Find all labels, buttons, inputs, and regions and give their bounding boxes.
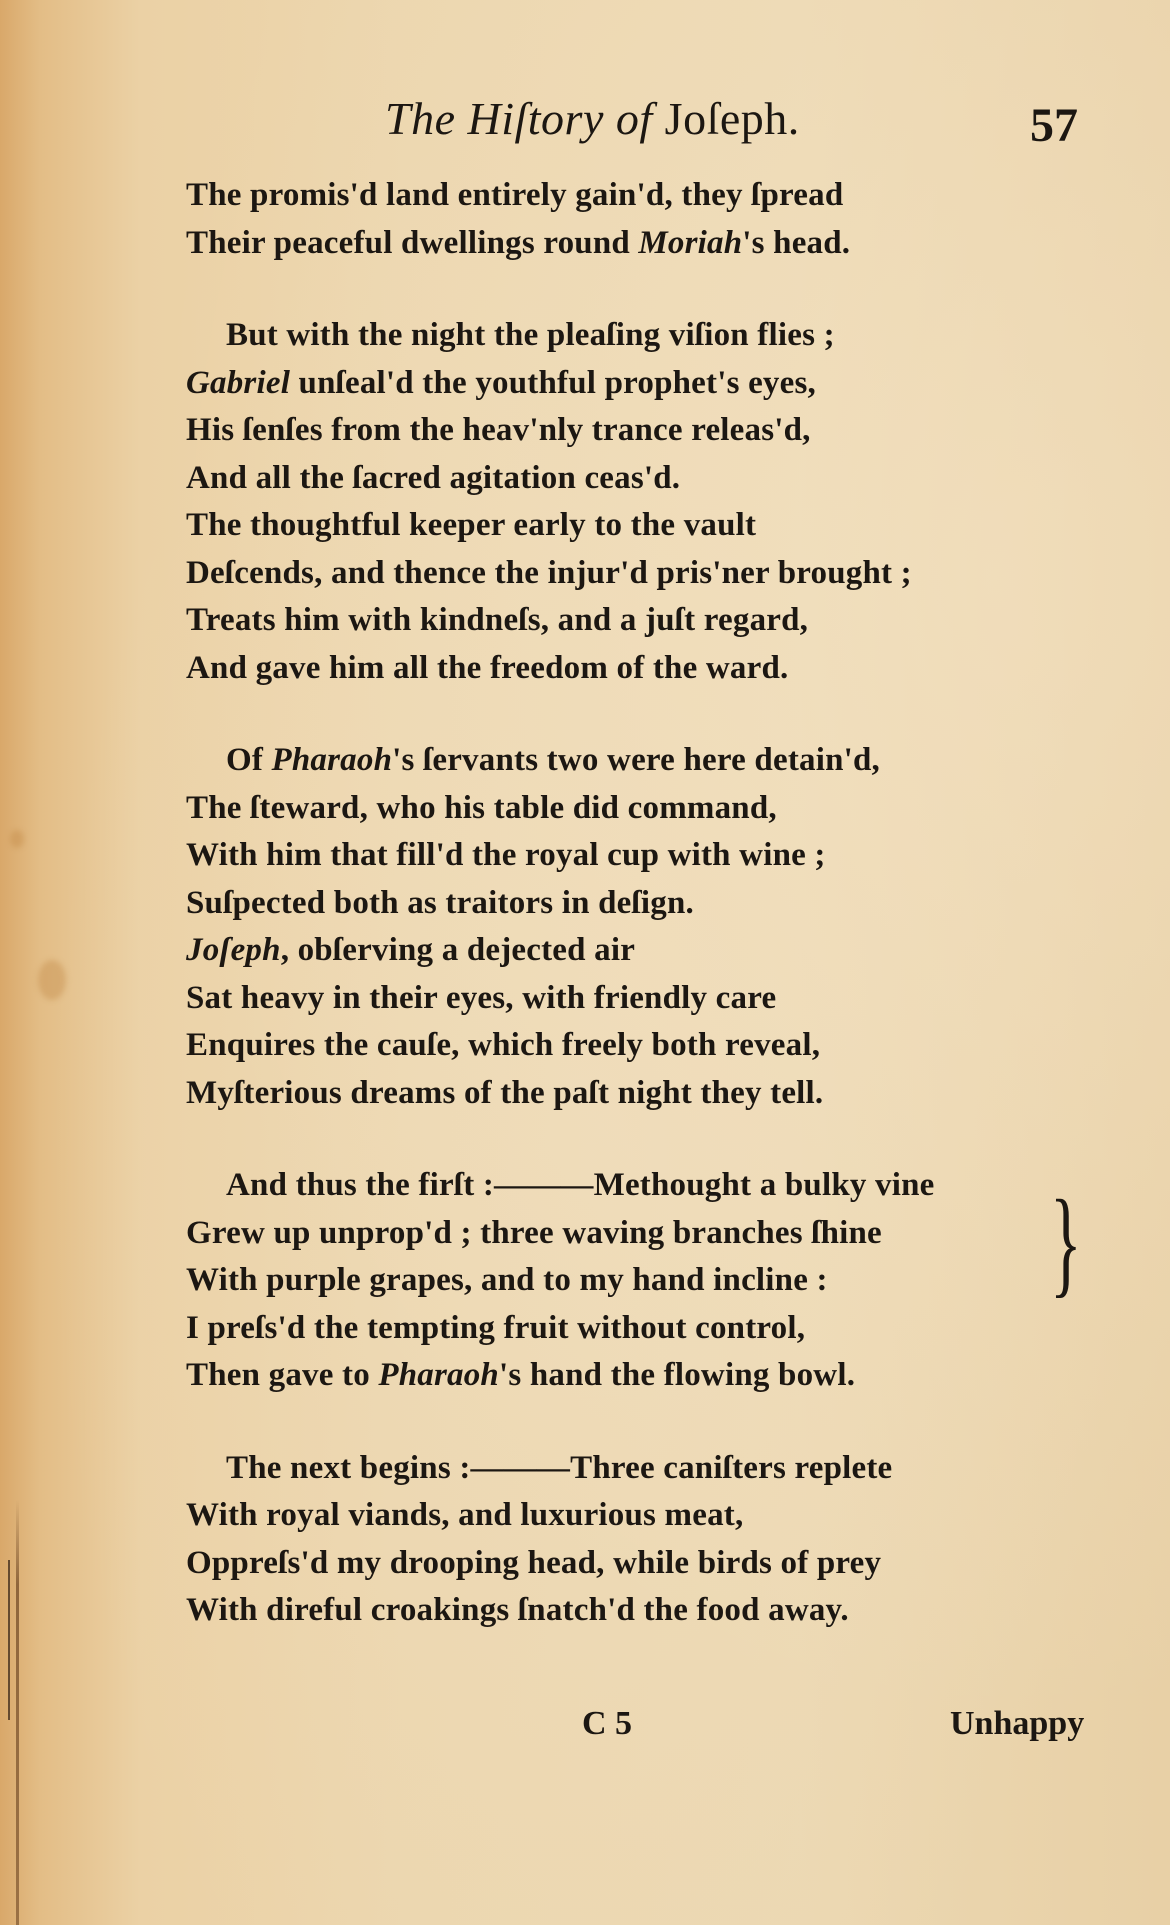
page-fold-shadow (16, 1500, 19, 1925)
verse-text: 's ſervants two were here detain'd, (392, 742, 881, 778)
verse-text: , obſerving a dejected air (280, 932, 636, 968)
verse-text: Suſpected both as traitors in deſign. (186, 884, 694, 921)
verse-line (186, 1257, 1086, 1305)
verse-text: 's head. (742, 224, 851, 261)
verse-line (186, 975, 1086, 1023)
verse-text: I preſs'd the tempting fruit without control, (186, 1309, 806, 1346)
triplet-brace: } (1050, 1175, 1082, 1308)
verse-line (186, 220, 1086, 268)
running-head-italic: The Hiſtory of (385, 93, 653, 144)
verse-line (186, 172, 1086, 220)
verse-line (186, 1210, 1086, 1258)
foxing-stain (10, 830, 24, 848)
verse-line (186, 1540, 1086, 1588)
verse-text: Sat heavy in their eyes, with friendly care (186, 979, 777, 1016)
verse-text: And all the ſacred agitation ceas'd. (186, 459, 681, 496)
verse-text: 's hand the flowing bowl. (498, 1357, 856, 1393)
verse-text: Myſterious dreams of the paſt night they tell. (186, 1074, 824, 1111)
verse-text: The promis'd land entirely gain'd, they ſpread (186, 177, 844, 213)
foxing-stain (38, 960, 66, 1000)
signature-mark: C 5 (582, 1705, 633, 1742)
verse-italic-name: Pharaoh (271, 742, 393, 778)
page-number: 57 (1030, 99, 1078, 152)
verse-line (186, 1022, 1086, 1070)
stanza (186, 1445, 1086, 1635)
verse-text: Of (226, 742, 272, 778)
verse-line (186, 1492, 1086, 1540)
verse-text: With royal viands, and luxurious meat, (186, 1497, 744, 1533)
verse-text: Enquires the cauſe, which freely both reveal, (186, 1027, 821, 1063)
verse-line (186, 927, 1086, 975)
verse-line (186, 455, 1086, 503)
verse-text: With purple grapes, and to my hand incline : (186, 1262, 828, 1298)
verse-line (186, 1587, 1086, 1635)
verse-text: Oppreſs'd my drooping head, while birds of prey (186, 1544, 882, 1581)
verse-text: With him that fill'd the royal cup with wine ; (186, 837, 826, 873)
verse-text: The ſteward, who his table did command, (186, 789, 777, 826)
page-edge-crease (8, 1560, 10, 1720)
verse-line (186, 550, 1086, 598)
verse-text: The thoughtful keeper early to the vault (186, 507, 757, 543)
verse-text: And gave him all the freedom of the ward. (186, 649, 789, 686)
verse-line (186, 1445, 1086, 1493)
verse-italic-name: Gabriel (186, 364, 291, 401)
catchword: Unhappy (950, 1705, 1085, 1742)
verse-text: Their peaceful dwellings round (186, 224, 639, 261)
verse-text: The next begins :———Three caniſters replete (226, 1449, 893, 1486)
verse-line (186, 880, 1086, 928)
verse-line (186, 1162, 1086, 1210)
poem-body (186, 172, 1086, 1680)
stanza (186, 1162, 1086, 1400)
verse-line (186, 1352, 1086, 1400)
verse-italic-name: Joſeph (186, 932, 281, 968)
verse-text: But with the night the pleaſing viſion flies ; (226, 317, 835, 353)
stanza (186, 737, 1086, 1117)
verse-line (186, 407, 1086, 455)
stanza (186, 312, 1086, 692)
running-head (385, 92, 800, 145)
verse-text: With direful croakings ſnatch'd the food away. (186, 1592, 849, 1628)
running-head-roman: Joſeph. (664, 93, 800, 144)
verse-text: Deſcends, and thence the injur'd pris'ner brought ; (186, 554, 912, 591)
verse-line (186, 312, 1086, 360)
verse-line (186, 645, 1086, 693)
verse-line (186, 785, 1086, 833)
verse-text: unſeal'd the youthful prophet's eyes, (290, 364, 816, 401)
verse-italic-name: Pharaoh (378, 1357, 499, 1393)
verse-line (186, 597, 1086, 645)
verse-text: Then gave to (186, 1357, 379, 1393)
verse-line (186, 360, 1086, 408)
verse-line (186, 1305, 1086, 1353)
verse-text: Grew up unprop'd ; three waving branches ſhine (186, 1214, 882, 1251)
verse-text: And thus the firſt :———Methought a bulky vine (226, 1167, 935, 1203)
stanza (186, 172, 1086, 267)
verse-line (186, 1070, 1086, 1118)
verse-line (186, 737, 1086, 785)
verse-text: His ſenſes from the heav'nly trance releas'd, (186, 412, 811, 448)
verse-line (186, 832, 1086, 880)
verse-text: Treats him with kindneſs, and a juſt regard, (186, 602, 809, 638)
verse-line (186, 502, 1086, 550)
verse-italic-name: Moriah (638, 224, 743, 261)
